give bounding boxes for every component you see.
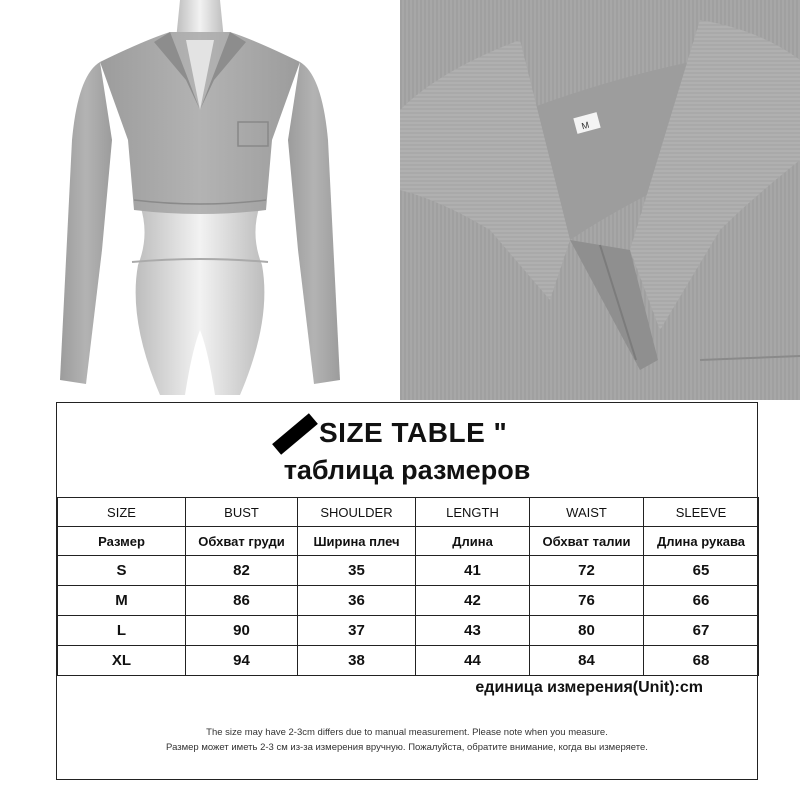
header-size: SIZE xyxy=(58,498,186,527)
header-shoulder-ru: Ширина плеч xyxy=(298,527,416,556)
size-table-title-russian: таблица размеров xyxy=(283,455,531,485)
table-cell: 80 xyxy=(530,616,644,646)
table-cell: 36 xyxy=(298,586,416,616)
table-cell: 82 xyxy=(186,556,298,586)
header-row-english xyxy=(58,498,759,527)
table-cell: 37 xyxy=(298,616,416,646)
measurement-note-russian: Размер может иметь 2-3 см из-за измерения вручную. Пожалуйста, обратите внимание, когда вы измеряете. xyxy=(166,742,648,753)
table-cell: 67 xyxy=(644,616,759,646)
unit-label: единица измерения(Unit):cm xyxy=(475,679,703,696)
table-cell: XL xyxy=(58,646,186,676)
table-cell: 68 xyxy=(644,646,759,676)
table-cell: L xyxy=(58,616,186,646)
table-cell: 66 xyxy=(644,586,759,616)
table-cell: M xyxy=(58,586,186,616)
table-cell: 84 xyxy=(530,646,644,676)
mannequin-photo xyxy=(0,0,400,400)
title-marker-bar xyxy=(272,413,318,455)
table-cell: 94 xyxy=(186,646,298,676)
header-shoulder: SHOULDER xyxy=(298,498,416,527)
size-table-title: SIZE TABLE " xyxy=(319,417,508,448)
size-table-title-row xyxy=(57,415,757,455)
header-bust-ru: Обхват груди xyxy=(186,527,298,556)
polo-collar-closeup-image xyxy=(400,0,800,400)
header-length-ru: Длина xyxy=(416,527,530,556)
size-tag-label: M xyxy=(580,119,591,132)
table-row xyxy=(58,646,759,676)
table-cell: 41 xyxy=(416,556,530,586)
measurement-note-english: The size may have 2-3cm differs due to manual measurement. Please note when you measure. xyxy=(206,727,608,738)
header-sleeve-ru: Длина рукава xyxy=(644,527,759,556)
header-row-russian xyxy=(58,527,759,556)
table-cell: 86 xyxy=(186,586,298,616)
header-waist-ru: Обхват талии xyxy=(530,527,644,556)
header-bust: BUST xyxy=(186,498,298,527)
table-cell: 90 xyxy=(186,616,298,646)
table-cell: 65 xyxy=(644,556,759,586)
size-table-panel xyxy=(56,402,758,780)
table-row xyxy=(58,586,759,616)
table-cell: 44 xyxy=(416,646,530,676)
header-sleeve: SLEEVE xyxy=(644,498,759,527)
table-cell: 76 xyxy=(530,586,644,616)
header-waist: WAIST xyxy=(530,498,644,527)
table-cell: 35 xyxy=(298,556,416,586)
table-cell: S xyxy=(58,556,186,586)
table-cell: 42 xyxy=(416,586,530,616)
collar-closeup-photo xyxy=(400,0,800,400)
header-size-ru: Размер xyxy=(58,527,186,556)
header-length: LENGTH xyxy=(416,498,530,527)
table-cell: 72 xyxy=(530,556,644,586)
table-row xyxy=(58,556,759,586)
cropped-polo-mannequin-image xyxy=(0,0,400,400)
size-table xyxy=(57,497,759,676)
table-row xyxy=(58,616,759,646)
table-cell: 38 xyxy=(298,646,416,676)
table-cell: 43 xyxy=(416,616,530,646)
